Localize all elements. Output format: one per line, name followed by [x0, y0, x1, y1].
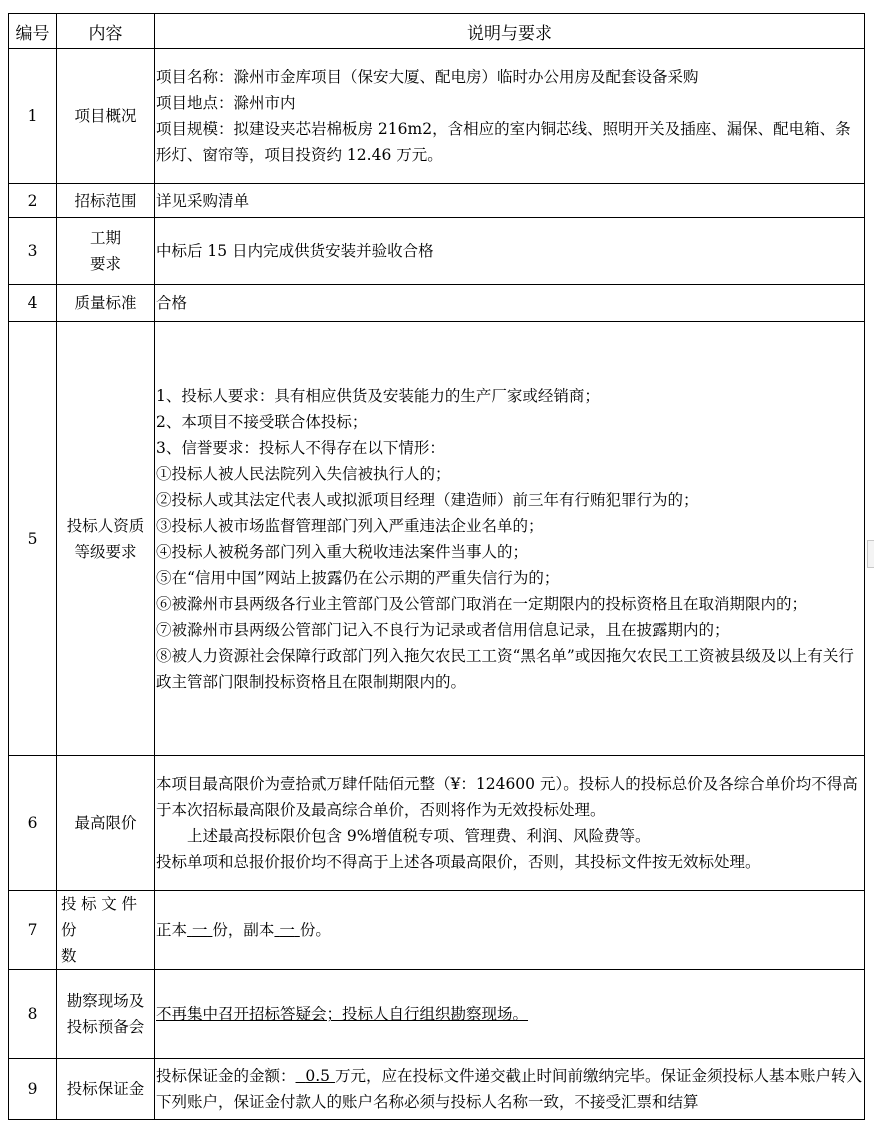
requirement-item: ①投标人被人民法院列入失信被执行人的；	[156, 464, 451, 483]
project-overview	[155, 49, 865, 184]
table-row	[9, 756, 865, 891]
row-number: 7	[9, 891, 57, 970]
table-row	[9, 891, 865, 970]
row-number: 5	[9, 322, 57, 756]
table-row	[9, 184, 865, 218]
row-number: 8	[9, 970, 57, 1059]
requirement-item: ③投标人被市场监督管理部门列入严重违法企业名单的；	[156, 516, 544, 535]
project-scale: 项目规模：拟建设夹芯岩棉板房 216m2，含相应的室内铜芯线、照明开关及插座、漏保、配电箱、条形灯、窗帘等，项目投资约 12.46 万元。	[156, 120, 851, 164]
table-row	[9, 970, 865, 1059]
header-desc: 说明与要求	[155, 14, 865, 49]
table-header-row	[9, 14, 865, 49]
row-label: 质量标准	[57, 285, 155, 322]
label-line: 数	[61, 947, 77, 965]
text-part: 份。	[299, 921, 331, 939]
row-number: 3	[9, 218, 57, 285]
text-part: 投标保证金的金额：	[156, 1067, 296, 1085]
header-content: 内容	[57, 14, 155, 49]
price-ceiling-text: 本项目最高限价为壹拾贰万肆仟陆佰元整（¥：124600 元）。投标人的投标总价及各综合单价均不得高于本次招标最高限价及最高综合单价，否则将作为无效投标处理。	[156, 775, 858, 819]
requirement-item: ⑤在“信用中国”网站上披露仍在公示期的严重失信行为的；	[156, 568, 560, 587]
price-ceiling-rule: 投标单项和总报价报价均不得高于上述各项最高限价，否则，其投标文件按无效标处理。	[156, 853, 761, 871]
label-line: 等级要求	[74, 542, 137, 561]
row-label	[57, 322, 155, 756]
label-line: 投标文件份	[61, 895, 142, 939]
tender-scope	[155, 184, 865, 218]
quality-standard	[155, 285, 865, 322]
bidder-qualifications	[155, 322, 865, 756]
requirement-item: 1、投标人要求：具有相应供货及安装能力的生产厂家或经销商；	[156, 386, 600, 405]
requirement-item: ⑦被滁州市县两级公管部门记入不良行为记录或者信用信息记录，且在披露期内的；	[156, 620, 730, 639]
table-row	[9, 1059, 865, 1120]
text-part: 份，副本	[212, 921, 275, 939]
requirement-item: ④投标人被税务部门列入重大税收违法案件当事人的；	[156, 542, 529, 561]
table-row	[9, 49, 865, 184]
label-line: 投标预备会	[66, 1018, 145, 1036]
requirement-item: 2、本项目不接受联合体投标；	[156, 412, 368, 431]
bid-bond	[155, 1059, 865, 1120]
label-line: 勘察现场及	[66, 992, 145, 1010]
text-part: 正本	[156, 921, 188, 939]
bond-amount: 0.5	[305, 1067, 331, 1085]
copy-count: 一	[279, 921, 295, 939]
table-row	[9, 285, 865, 322]
scope-text: 详见采购清单	[156, 191, 250, 210]
table-row	[9, 322, 865, 756]
requirement-item: ②投标人或其法定代表人或拟派项目经理（建造师）前三年有行贿犯罪行为的；	[156, 490, 699, 509]
label-line: 要求	[89, 255, 121, 273]
text-part: 万元，应在投标文件递交截止时间前缴纳完毕。保证金须投标人基本账户转入下列账户，保证金付款人的账户名称必须与投标人名称一致，不接受汇票和结算	[156, 1067, 862, 1111]
row-label: 投标保证金	[57, 1059, 155, 1120]
site-survey-text: 不再集中召开招标答疑会；投标人自行组织勘察现场。	[156, 1005, 529, 1023]
row-label	[57, 218, 155, 285]
bid-bond-text	[156, 1063, 863, 1115]
table-row	[9, 218, 865, 285]
price-ceiling	[155, 756, 865, 891]
row-number: 4	[9, 285, 57, 322]
period-text: 中标后 15 日内完成供货安装并验收合格	[156, 242, 434, 260]
row-number: 2	[9, 184, 57, 218]
row-label	[57, 970, 155, 1059]
requirement-item: ⑥被滁州市县两级各行业主管部门及公管部门取消在一定期限内的投标资格且在取消期限内的；	[156, 594, 808, 613]
construction-period	[155, 218, 865, 285]
scroll-handle[interactable]	[867, 540, 874, 568]
bid-copies	[155, 891, 865, 970]
label-line: 投标人资质	[66, 516, 145, 535]
row-number: 6	[9, 756, 57, 891]
quality-text: 合格	[156, 294, 188, 312]
row-number: 1	[9, 49, 57, 184]
requirements-table	[8, 13, 865, 1120]
row-number: 9	[9, 1059, 57, 1120]
row-label	[57, 891, 155, 970]
price-ceiling-includes: 上述最高投标限价包含 9%增值税专项、管理费、利润、风险费等。	[187, 827, 651, 845]
original-count: 一	[191, 921, 208, 939]
project-location: 项目地点：滁州市内	[156, 94, 296, 112]
header-num: 编号	[9, 14, 57, 49]
requirement-item: 3、信誉要求：投标人不得存在以下情形：	[156, 438, 445, 457]
site-survey	[155, 970, 865, 1059]
row-label: 最高限价	[57, 756, 155, 891]
label-line: 工期	[89, 229, 121, 247]
project-name: 项目名称：滁州市金库项目（保安大厦、配电房）临时办公用房及配套设备采购	[156, 68, 699, 86]
bid-copies-text	[156, 917, 863, 943]
row-label: 招标范围	[57, 184, 155, 218]
requirement-item: ⑧被人力资源社会保障行政部门列入拖欠农民工工资“黑名单”或因拖欠农民工工资被县级及以上有关行政主管部门限制投标资格且在限制期限内的。	[156, 646, 854, 691]
row-label: 项目概况	[57, 49, 155, 184]
